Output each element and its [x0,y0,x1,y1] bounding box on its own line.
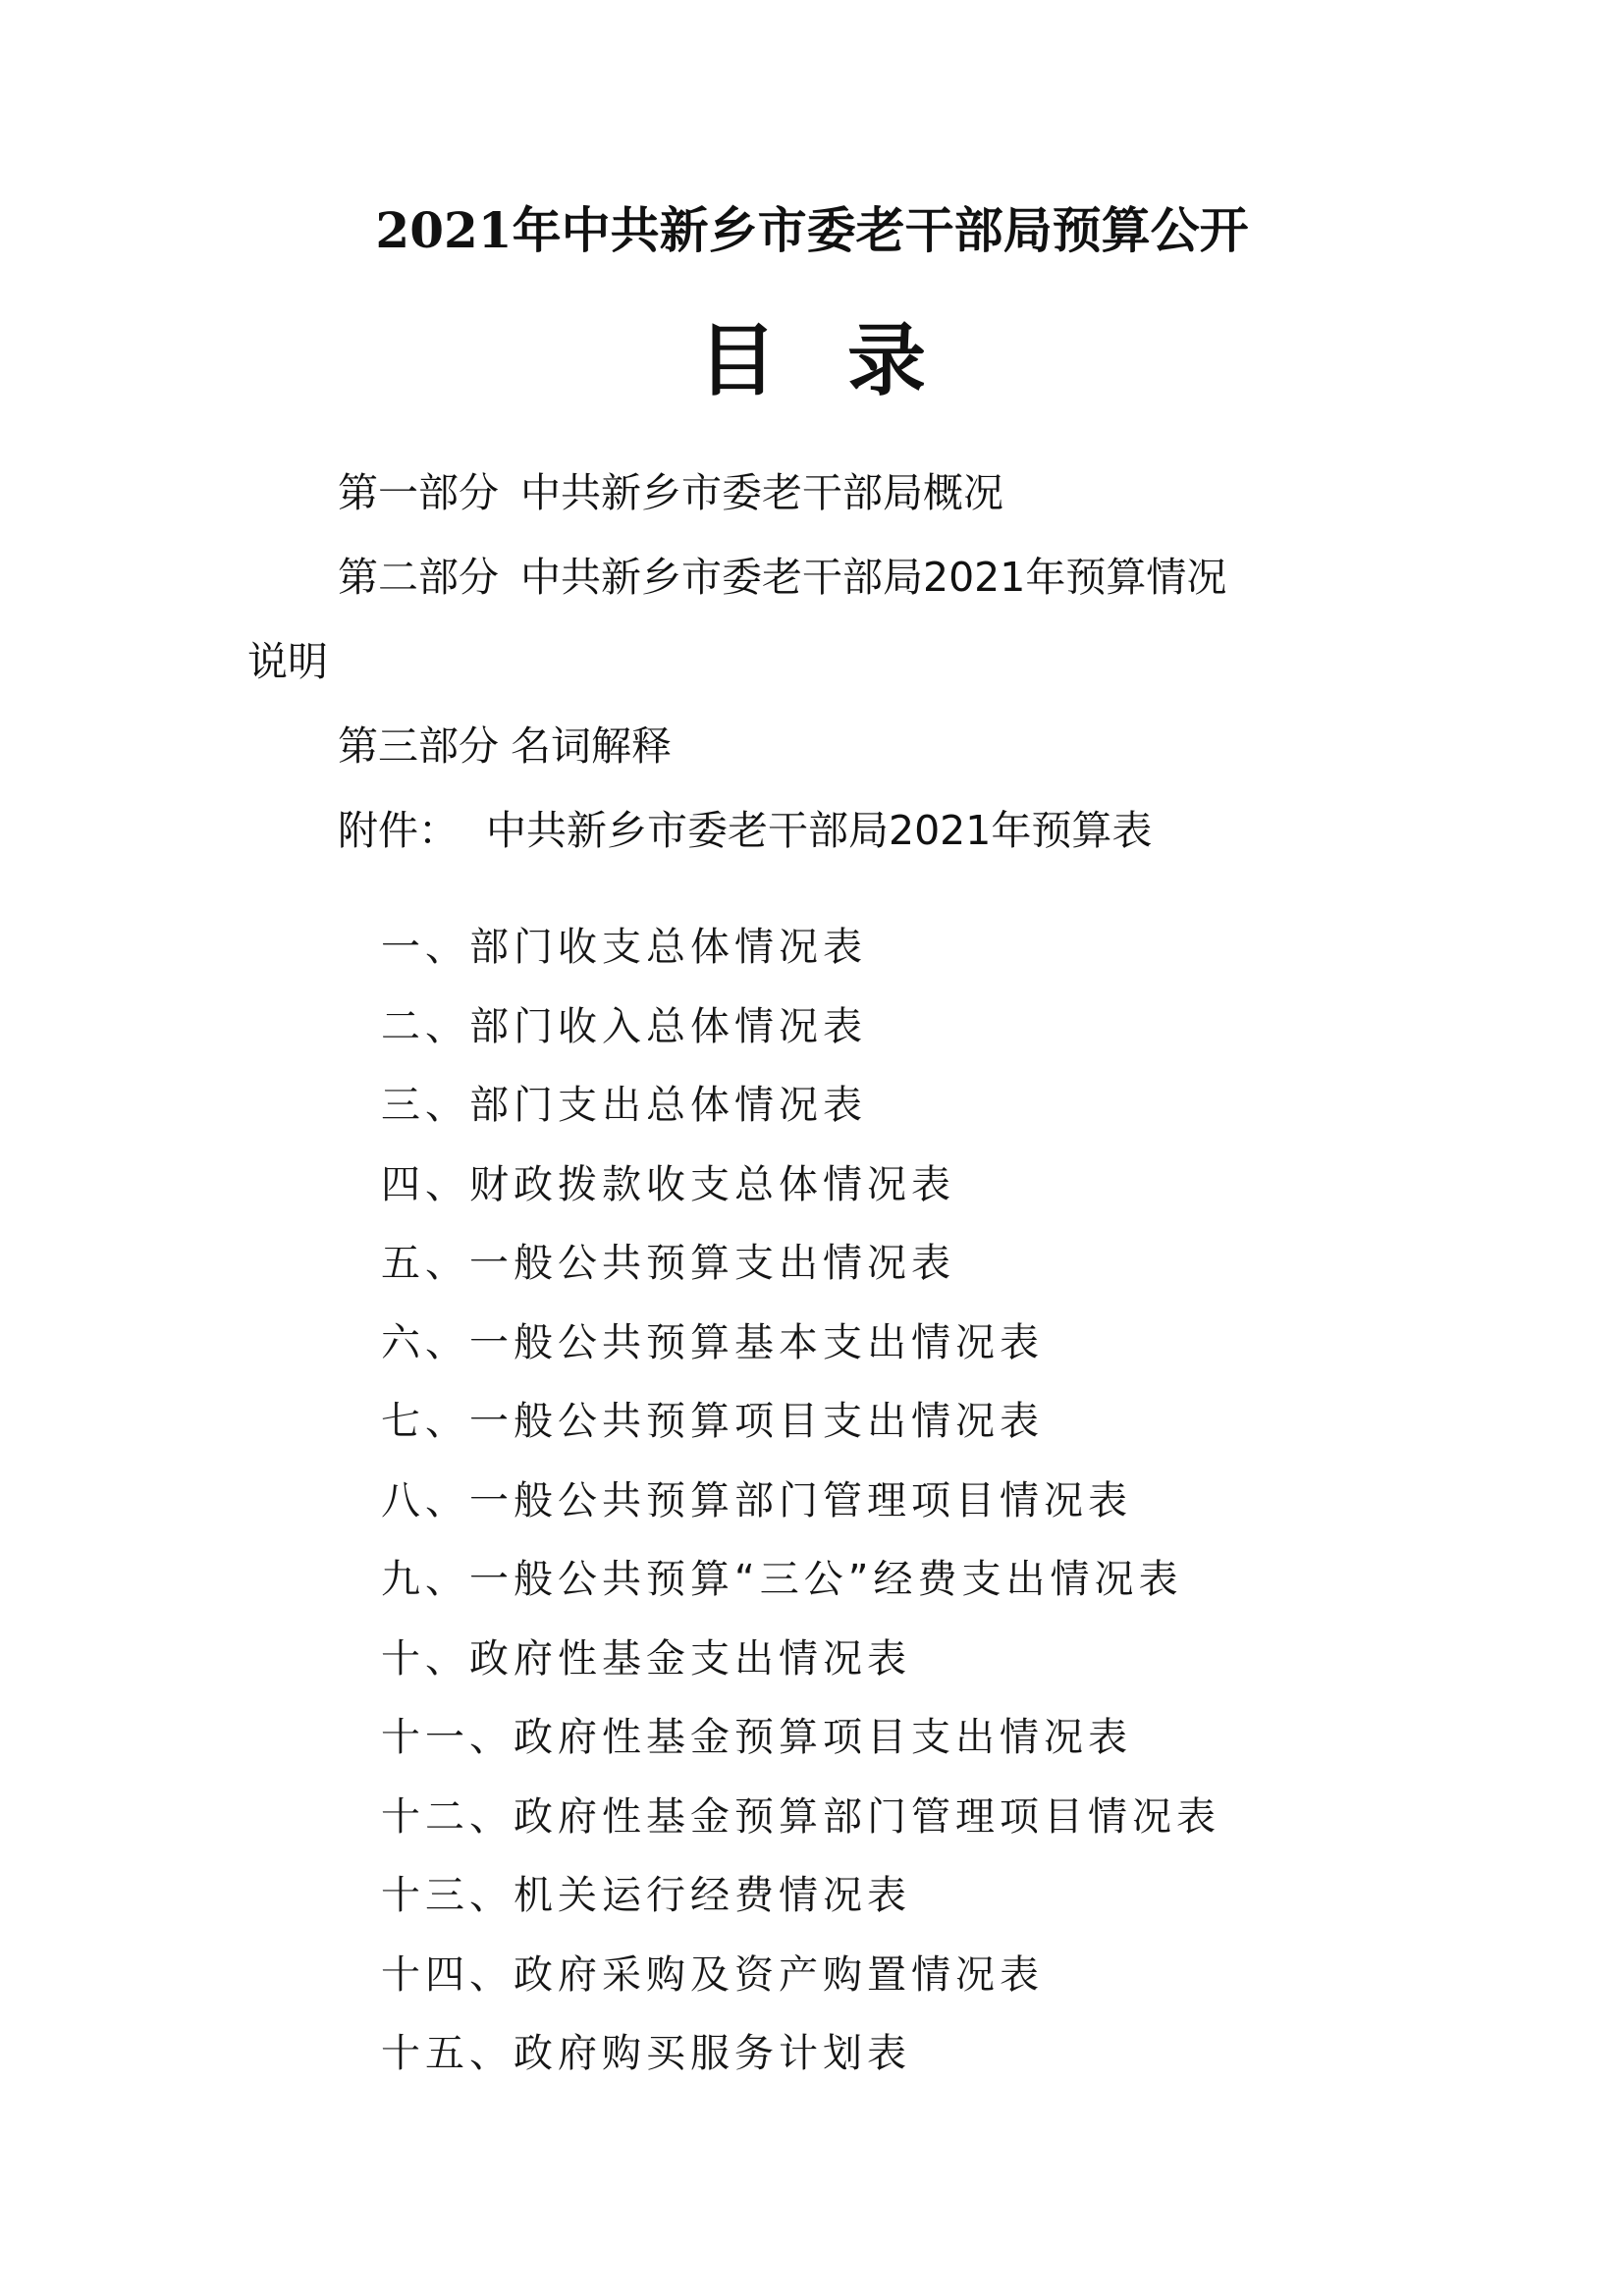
toc-heading-char-2: 录 [847,315,926,406]
toc-attachment[interactable] [338,801,1152,860]
toc-part-2[interactable] [338,548,1226,607]
part-2-continuation-text: 说明 [247,638,328,685]
part-2-text: 中共新乡市委老干部局2021年预算情况 [520,554,1227,601]
toc-part-3[interactable] [338,717,672,775]
part-3-text: 名词解释 [511,722,672,770]
table-list-item[interactable]: 五、一般公共预算支出情况表 [381,1241,955,1286]
table-list-item[interactable]: 三、部门支出总体情况表 [381,1083,867,1128]
table-list-item[interactable]: 六、一般公共预算基本支出情况表 [381,1319,1044,1365]
attachment-text: 中共新乡市委老干部局2021年预算表 [486,807,1153,854]
table-list-item[interactable]: 十、政府性基金支出情况表 [381,1635,911,1682]
table-list-item[interactable]: 十四、政府采购及资产购置情况表 [381,1951,1044,1998]
table-list-item[interactable]: 七、一般公共预算项目支出情况表 [381,1399,1044,1444]
part-3-label: 第三部分 [338,722,499,770]
attachment-table-list [381,908,1220,2094]
table-list-item[interactable]: 四、财政拨款收支总体情况表 [381,1161,955,1207]
part-1-label: 第一部分 [338,469,499,516]
table-list-item[interactable]: 一、部门收支总体情况表 [381,925,867,970]
toc-heading [0,312,1624,410]
part-2-label: 第二部分 [338,554,499,601]
toc-heading-char-1: 目 [698,315,777,406]
toc-part-1[interactable] [338,463,1003,522]
attachment-label: 附件： [338,807,459,854]
part-1-text: 中共新乡市委老干部局概况 [520,469,1003,516]
table-list-item[interactable]: 二、部门收入总体情况表 [381,1003,867,1049]
table-list-item[interactable]: 八、一般公共预算部门管理项目情况表 [381,1477,1132,1523]
table-list-item[interactable]: 十一、政府性基金预算项目支出情况表 [381,1715,1132,1760]
table-list-item[interactable]: 十二、政府性基金预算部门管理项目情况表 [381,1793,1220,1840]
table-list-item[interactable]: 十三、机关运行经费情况表 [381,1873,911,1918]
toc-part-2-continuation[interactable] [247,632,328,691]
table-list-item[interactable]: 九、一般公共预算“三公”经费支出情况表 [381,1557,1183,1602]
table-list-item[interactable]: 十五、政府购买服务计划表 [381,2031,911,2076]
document-title: 2021年中共新乡市委老干部局预算公开 [375,201,1249,259]
